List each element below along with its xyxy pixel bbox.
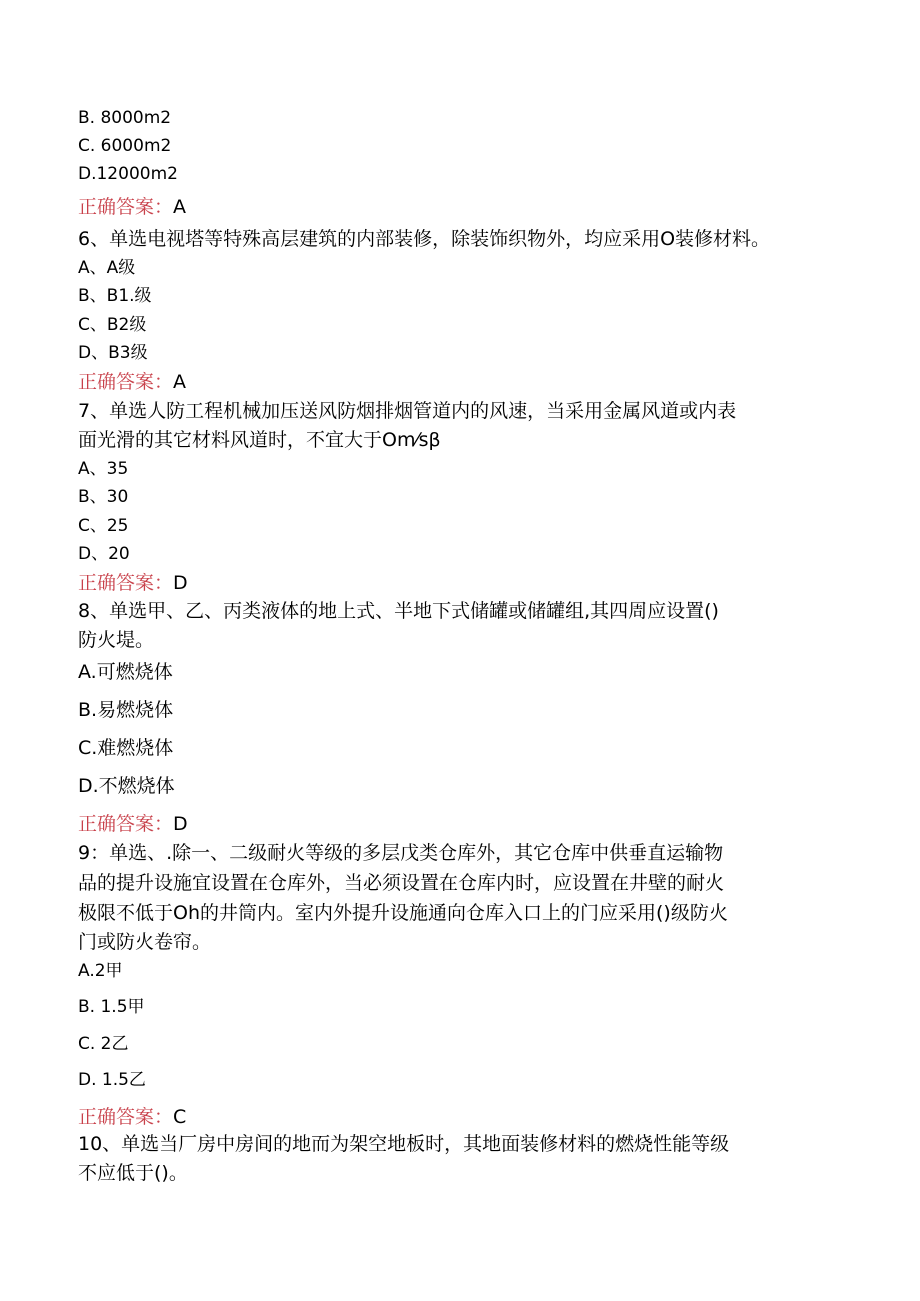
question-line: 门或防火卷帘。 [78,931,212,953]
option-line: C、25 [78,516,129,536]
answer-label: 正确答案： [78,1106,174,1128]
answer-label: 正确答案： [78,572,174,594]
answer-label: 正确答案： [78,371,174,393]
option-line: A.2甲 [78,961,123,981]
option-line: A、A级 [78,258,136,278]
answer-value: A [173,196,187,218]
answer-line [78,373,186,392]
question-line: 品的提升设施宜设置在仓库外，当必须设置在仓库内时，应设置在井壁的耐火 [78,872,725,894]
question-line: 面光滑的其它材料风道时，不宜大于Om⁄sβ [78,429,441,451]
option-line: C. 2乙 [78,1034,129,1054]
option-line: D.12000m2 [78,164,178,184]
option-line: A、35 [78,459,129,479]
option-line: D. 1.5乙 [78,1070,146,1090]
option-line: A.可燃烧体 [78,661,173,683]
option-line: C.难燃烧体 [78,737,174,759]
question-line: 8、单选甲、乙、丙类液体的地上式、半地下式储罐或储罐组,其四周应设置() [78,600,719,622]
answer-value: D [173,572,188,594]
option-line: B、B1.级 [78,286,152,306]
option-line: B、30 [78,487,129,507]
answer-line [78,574,188,593]
answer-line [78,815,188,834]
question-line: 防火堤。 [78,629,155,651]
answer-value: C [173,1106,187,1128]
question-line: 不应低于()。 [78,1162,188,1184]
option-line: B. 8000m2 [78,108,172,128]
option-line: C、B2级 [78,315,147,335]
answer-value: D [173,813,188,835]
option-line: C. 6000m2 [78,136,172,156]
answer-line [78,1108,186,1127]
question-line: 10、单选当厂房中房间的地而为架空地板时，其地面装修材料的燃烧性能等级 [78,1133,730,1155]
answer-label: 正确答案： [78,196,174,218]
option-line: B.易燃烧体 [78,699,174,721]
answer-label: 正确答案： [78,813,174,835]
question-line: 9：单选、.除一、二级耐火等级的多层戊类仓库外，其它仓库中供垂直运输物 [78,842,724,864]
option-line: D、20 [78,544,130,564]
question-line: 6、单选电视塔等特殊高层建筑的内部装修，除装饰织物外，均应采用O装修材料。 [78,228,771,250]
option-line: D.不燃烧体 [78,775,175,797]
answer-line [78,198,186,217]
question-line: 7、单选人防工程机械加压送风防烟排烟管道内的风速，当采用金属风道或内表 [78,400,737,422]
option-line: B. 1.5甲 [78,997,145,1017]
option-line: D、B3级 [78,343,148,363]
question-line: 极限不低于Oh的井筒内。室内外提升设施通向仓库入口上的门应采用()级防火 [78,902,728,924]
answer-value: A [173,371,187,393]
